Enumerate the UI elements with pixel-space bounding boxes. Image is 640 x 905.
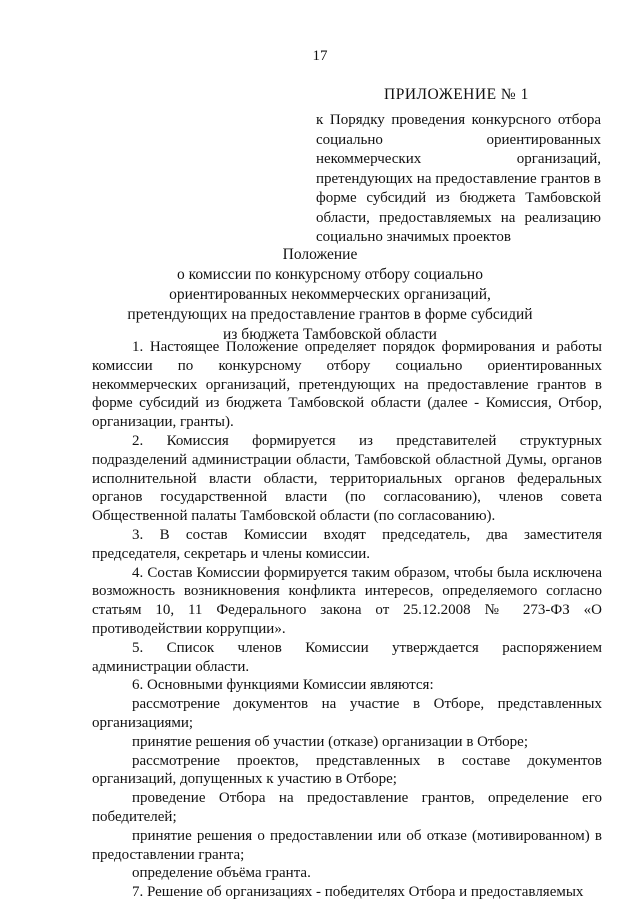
- function-item: проведение Отбора на предоставление грантов, определение его победителей;: [92, 790, 602, 825]
- document-title: Положение: [282, 246, 358, 263]
- function-item: принятие решения о предоставлении или об отказе (мотивированном) в предоставлении гранта;: [92, 827, 602, 863]
- appendix-title: ПРИЛОЖЕНИЕ № 1: [384, 86, 529, 103]
- appendix-text: к Порядку проведения конкурсного отбора социально ориентированных некоммерческих организаций, претендующих на предоставление грантов в форме субсидий из бюджета Тамбовской области, предоставляемых на реализацию социально значимых проектов: [316, 112, 601, 245]
- function-item: определение объёма гранта.: [132, 865, 311, 882]
- document-body: [92, 338, 602, 902]
- paragraph-4: 4. Состав Комиссии формируется таким образом, чтобы была исключена возможность возникновения конфликта интересов, определяемого согласно статьям 10, 11 Федерального закона от 25.12.2008 № 273-ФЗ «О противодействии коррупции».: [92, 564, 602, 637]
- page-number: 17: [312, 48, 328, 64]
- paragraph-5: 5. Список членов Комиссии утверждается распоряжением администрации области.: [92, 639, 602, 675]
- paragraph-7: 7. Решение об организациях - победителях Отбора и предоставляемых: [132, 884, 584, 901]
- paragraph-1: 1. Настоящее Положение определяет порядок формирования и работы комиссии по конкурсному отбору социально ориентированных некоммерческих организаций, претендующих на предоставление грантов в форме субсидий из бюджета Тамбовской области (далее - Комиссия, Отбор, организации, гранты).: [92, 339, 602, 431]
- paragraph-6: 6. Основными функциями Комиссии являются:: [132, 677, 434, 694]
- paragraph-2: 2. Комиссия формируется из представителей структурных подразделений администрации области, Тамбовской областной Думы, органов исполнительной власти области, территориальных органов федеральных органов государственной власти (по согласованию), членов совета Общественной палаты Тамбовской области (по согласованию).: [92, 432, 602, 525]
- function-item: принятие решения об участии (отказе) организации в Отборе;: [132, 733, 528, 750]
- function-item: рассмотрение документов на участие в Отборе, представленных организациями;: [92, 696, 602, 731]
- function-item: рассмотрение проектов, представленных в составе документов организаций, допущенных к участию в Отборе;: [92, 752, 602, 788]
- document-subtitle: о комиссии по конкурсному отбору социально ориентированных некоммерческих организаций, претендующих на предоставление грантов в форме субсидий из бюджета Тамбовской области: [127, 266, 533, 343]
- paragraph-3: 3. В состав Комиссии входят председатель, два заместителя председателя, секретарь и члены комиссии.: [92, 526, 602, 562]
